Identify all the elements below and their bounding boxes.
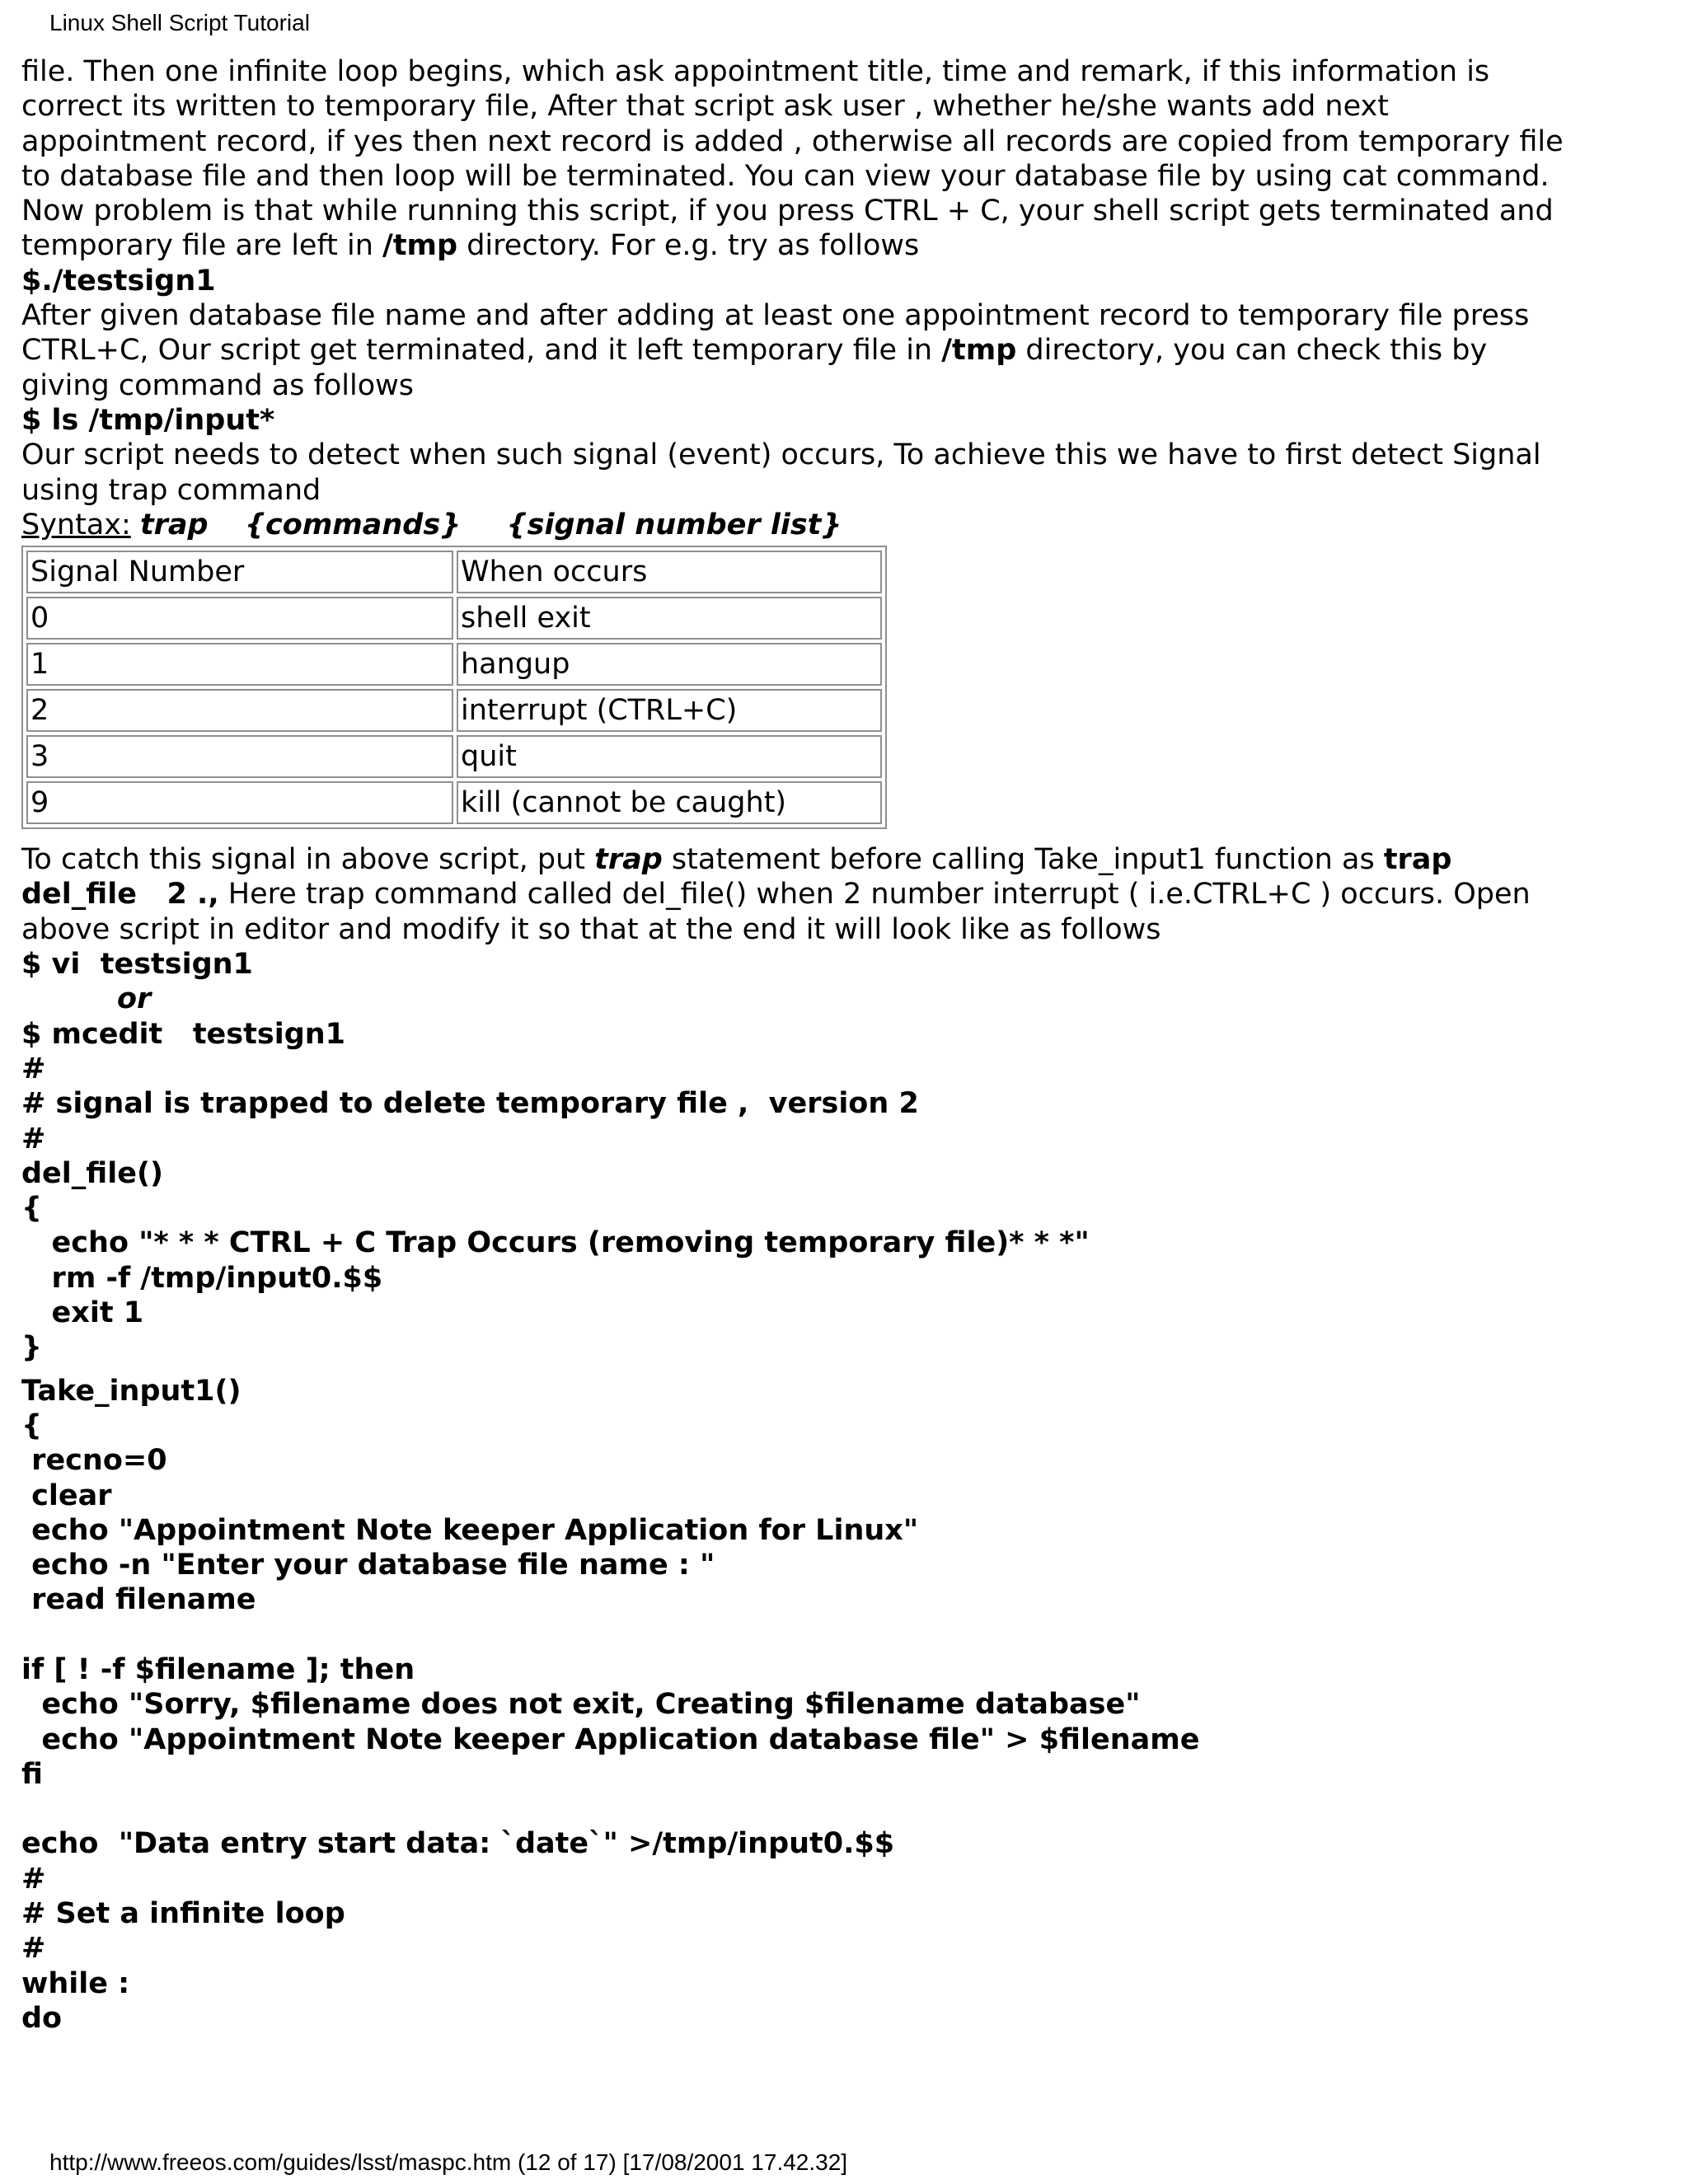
code-line: # <box>21 1052 46 1085</box>
code-line: rm -f /tmp/input0.$$ <box>21 1261 383 1295</box>
table-row <box>26 643 882 686</box>
code-line: echo "* * * CTRL + C Trap Occurs (removing temporary file)* * *" <box>21 1226 1090 1260</box>
code-line: echo -n "Enter your database file name : " <box>21 1549 715 1582</box>
code-line: do <box>21 2001 63 2035</box>
code-block-take-input <box>21 1374 1670 2036</box>
command-mcedit: $ mcedit testsign1 <box>21 1017 346 1051</box>
code-line <box>21 1618 1670 1652</box>
paragraph-line: giving command as follows <box>21 368 414 402</box>
text: CTRL+C, Our script get terminated, and it left temporary file in <box>21 334 942 368</box>
text: directory. For e.g. try as follows <box>457 229 920 263</box>
paragraph-line: using trap command <box>21 473 321 507</box>
syntax-line <box>21 508 1670 542</box>
paragraph-line: file. Then one infinite loop begins, which ask appointment title, time and remark, if this information is <box>21 55 1490 88</box>
document-body <box>21 54 1670 2036</box>
paragraph-line <box>21 842 1670 877</box>
table-header-cell: When occurs <box>457 551 882 593</box>
table-cell: 9 <box>26 781 453 824</box>
code-line: echo "Appointment Note keeper Application for Linux" <box>21 1513 919 1547</box>
text: temporary file are left in <box>21 229 383 263</box>
paragraph-line <box>21 333 1670 368</box>
table-row <box>26 735 882 778</box>
trap-command: del_file 2 ., <box>21 878 219 912</box>
command-testsign1: $./testsign1 <box>21 264 216 298</box>
table-row <box>26 597 882 640</box>
code-line: echo "Data entry start data: `date`" >/tmp/input0.$$ <box>21 1827 895 1861</box>
table-row <box>26 781 882 824</box>
paragraph-line: After given database file name and after adding at least one appointment record to temporary file press <box>21 299 1530 333</box>
table-cell: 1 <box>26 643 453 686</box>
table-cell: hangup <box>457 643 882 686</box>
table-cell: kill (cannot be caught) <box>457 781 882 824</box>
command-vi: $ vi testsign1 <box>21 948 253 982</box>
table-cell: quit <box>457 735 882 778</box>
tmp-path: /tmp <box>941 334 1017 368</box>
or-text: or <box>117 982 152 1016</box>
text: To catch this signal in above script, put <box>21 843 595 877</box>
trap-keyword: trap <box>594 843 663 877</box>
code-line: echo "Appointment Note keeper Application database file" > $filename <box>21 1722 1200 1756</box>
command-ls-tmp: $ ls /tmp/input* <box>21 403 275 437</box>
signal-table <box>21 546 887 829</box>
text: Here trap command called del_file() when 2 number interrupt ( i.e.CTRL+C ) occurs. Open <box>218 878 1531 912</box>
paragraph-line: to database file and then loop will be terminated. You can view your database file by using cat command. <box>21 159 1550 193</box>
table-header-cell: Signal Number <box>26 551 453 593</box>
code-line: exit 1 <box>21 1296 144 1330</box>
code-line: { <box>21 1192 42 1226</box>
table-header-row <box>26 551 882 593</box>
code-line: # <box>21 1122 46 1155</box>
code-line: fi <box>21 1757 43 1791</box>
code-line: del_file() <box>21 1156 163 1190</box>
code-line: # <box>21 1862 46 1896</box>
trap-keyword: trap <box>1383 843 1452 877</box>
code-line: while : <box>21 1966 130 2000</box>
syntax-signals: {signal number list} <box>506 508 842 541</box>
tmp-path: /tmp <box>382 229 458 263</box>
code-line: } <box>21 1331 42 1365</box>
code-line: { <box>21 1408 42 1442</box>
paragraph-line: Our script needs to detect when such signal (event) occurs, To achieve this we have to first detect Signal <box>21 438 1541 472</box>
table-cell: shell exit <box>457 597 882 640</box>
table-cell: 2 <box>26 689 453 732</box>
syntax-commands: {commands} <box>245 508 462 541</box>
paragraph-line <box>21 228 1670 263</box>
table-cell: interrupt (CTRL+C) <box>457 689 882 732</box>
syntax-label: Syntax: <box>21 508 131 541</box>
paragraph-line: correct its written to temporary file, After that script ask user , whether he/she wants add next <box>21 90 1389 124</box>
code-line: if [ ! -f $filename ]; then <box>21 1652 415 1686</box>
code-line: # signal is trapped to delete temporary file , version 2 <box>21 1087 919 1121</box>
syntax-trap: trap <box>139 508 209 541</box>
code-block-del-file <box>21 1052 1670 1366</box>
table-row <box>26 689 882 732</box>
code-line: echo "Sorry, $filename does not exit, Creating $filename database" <box>21 1688 1141 1722</box>
code-line: # Set a infinite loop <box>21 1897 345 1931</box>
code-line: read filename <box>21 1583 256 1617</box>
code-line: recno=0 <box>21 1444 167 1478</box>
code-line: clear <box>21 1479 112 1512</box>
paragraph-line: appointment record, if yes then next record is added , otherwise all records are copied from temporary file <box>21 124 1564 158</box>
code-line: Take_input1() <box>21 1374 241 1408</box>
text: statement before calling Take_input1 function as <box>662 843 1384 877</box>
paragraph-line <box>21 877 1670 912</box>
page-footer-url: http://www.freeos.com/guides/lsst/maspc.htm (12 of 17) [17/08/2001 17.42.32] <box>49 2149 848 2175</box>
table-cell: 3 <box>26 735 453 778</box>
code-line: # <box>21 1932 46 1966</box>
code-line <box>21 1792 1670 1826</box>
page-header: Linux Shell Script Tutorial <box>49 10 310 35</box>
table-cell: 0 <box>26 597 453 640</box>
paragraph-line: above script in editor and modify it so that at the end it will look like as follows <box>21 912 1161 946</box>
paragraph-line: Now problem is that while running this script, if you press CTRL + C, your shell script gets terminated and <box>21 194 1554 228</box>
text: directory, you can check this by <box>1016 334 1488 368</box>
